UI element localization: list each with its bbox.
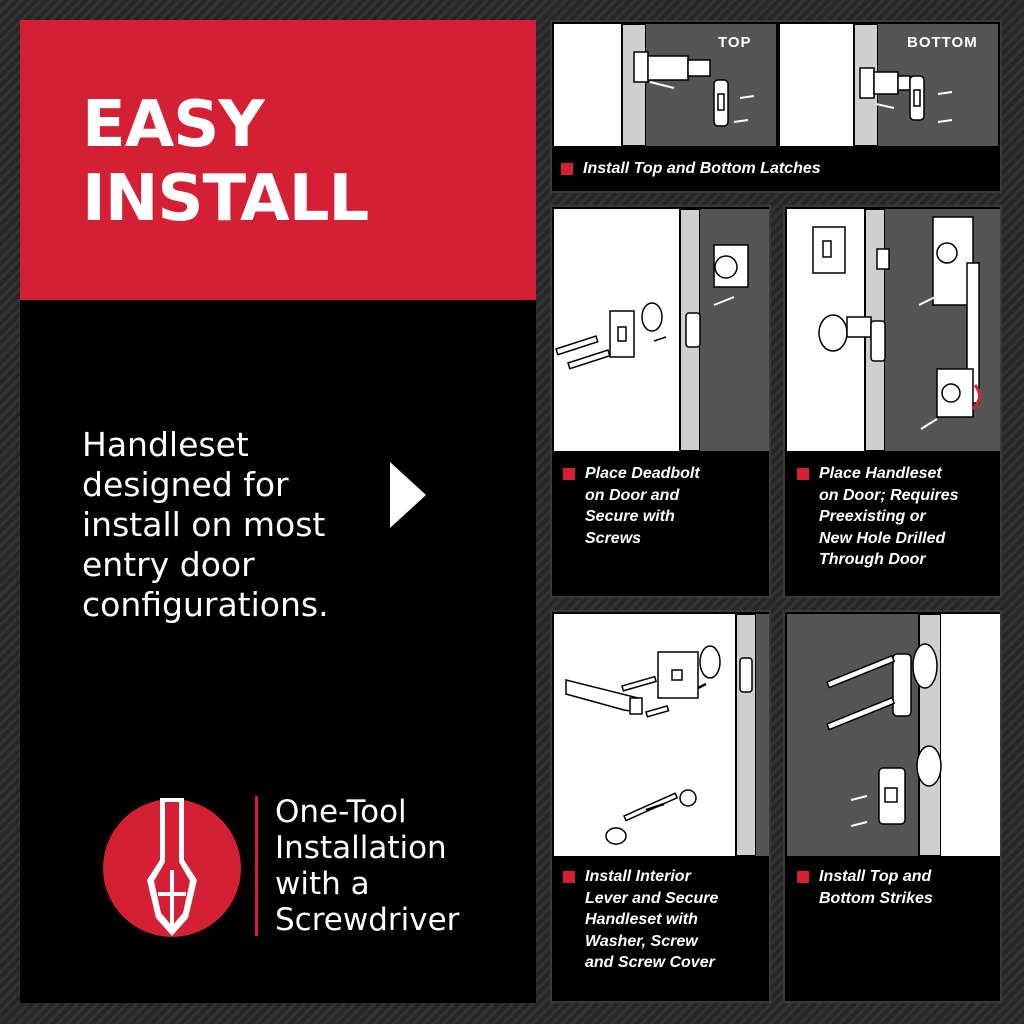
step-latches bbox=[550, 20, 1002, 193]
lever-illustration bbox=[554, 614, 771, 856]
description-line: configurations. bbox=[82, 585, 329, 624]
bullet-icon bbox=[797, 468, 809, 480]
headline-line-2: INSTALL bbox=[82, 162, 369, 236]
step-strikes bbox=[783, 610, 1002, 1003]
headline-banner bbox=[20, 20, 536, 300]
tool-note-line: One-Tool bbox=[275, 794, 407, 830]
lever-caption bbox=[585, 866, 718, 974]
bottom-label: BOTTOM bbox=[907, 34, 978, 51]
bullet-icon bbox=[561, 163, 573, 175]
caption-line: on Door; Requires bbox=[819, 486, 959, 504]
caption-line: Bottom Strikes bbox=[819, 889, 933, 907]
caption-line: Screws bbox=[585, 529, 642, 547]
description-line: install on most bbox=[82, 505, 326, 544]
caption-line: Install Interior bbox=[585, 868, 691, 885]
caption-line: on Door and bbox=[585, 486, 680, 504]
caption-line: Washer, Screw bbox=[585, 932, 698, 950]
handleset-illustration bbox=[787, 209, 1002, 451]
tool-note bbox=[275, 794, 459, 938]
caption-line: Install Top and bbox=[819, 868, 932, 885]
headline-line-1: EASY bbox=[82, 88, 264, 162]
caption-line: Install Top and Bottom Latches bbox=[583, 160, 821, 177]
tool-divider bbox=[255, 796, 258, 936]
step-deadbolt bbox=[550, 205, 771, 598]
description bbox=[82, 425, 382, 625]
tool-note-line: Installation bbox=[275, 830, 447, 866]
handleset-caption bbox=[819, 463, 959, 571]
caption-line: Secure with bbox=[585, 508, 675, 525]
deadbolt-caption bbox=[585, 463, 700, 549]
caption-line: Lever and Secure bbox=[585, 889, 719, 907]
latches-caption bbox=[583, 158, 821, 180]
caption-line: Preexisting or bbox=[819, 508, 926, 525]
play-arrow-icon bbox=[388, 460, 428, 530]
description-line: designed for bbox=[82, 465, 289, 504]
tool-note-line: with a bbox=[275, 866, 370, 902]
caption-line: Place Handleset bbox=[819, 465, 942, 482]
top-label: TOP bbox=[718, 34, 752, 51]
bullet-icon bbox=[797, 871, 809, 883]
headline bbox=[82, 88, 368, 236]
description-line: entry door bbox=[82, 545, 255, 584]
feature-panel bbox=[20, 20, 536, 1003]
strikes-illustration bbox=[787, 614, 1002, 856]
bullet-icon bbox=[563, 468, 575, 480]
caption-line: New Hole Drilled bbox=[819, 529, 946, 547]
bullet-icon bbox=[563, 871, 575, 883]
tool-note-line: Screwdriver bbox=[275, 902, 460, 938]
caption-line: Through Door bbox=[819, 551, 926, 568]
description-line: Handleset bbox=[82, 425, 249, 464]
strikes-caption bbox=[819, 866, 933, 909]
step-lever bbox=[550, 610, 771, 1003]
caption-line: Handleset with bbox=[585, 911, 698, 928]
step-handleset bbox=[783, 205, 1002, 598]
screwdriver-icon bbox=[102, 798, 242, 938]
deadbolt-illustration bbox=[554, 209, 771, 451]
caption-line: and Screw Cover bbox=[585, 954, 715, 971]
caption-line: Place Deadbolt bbox=[585, 465, 700, 482]
